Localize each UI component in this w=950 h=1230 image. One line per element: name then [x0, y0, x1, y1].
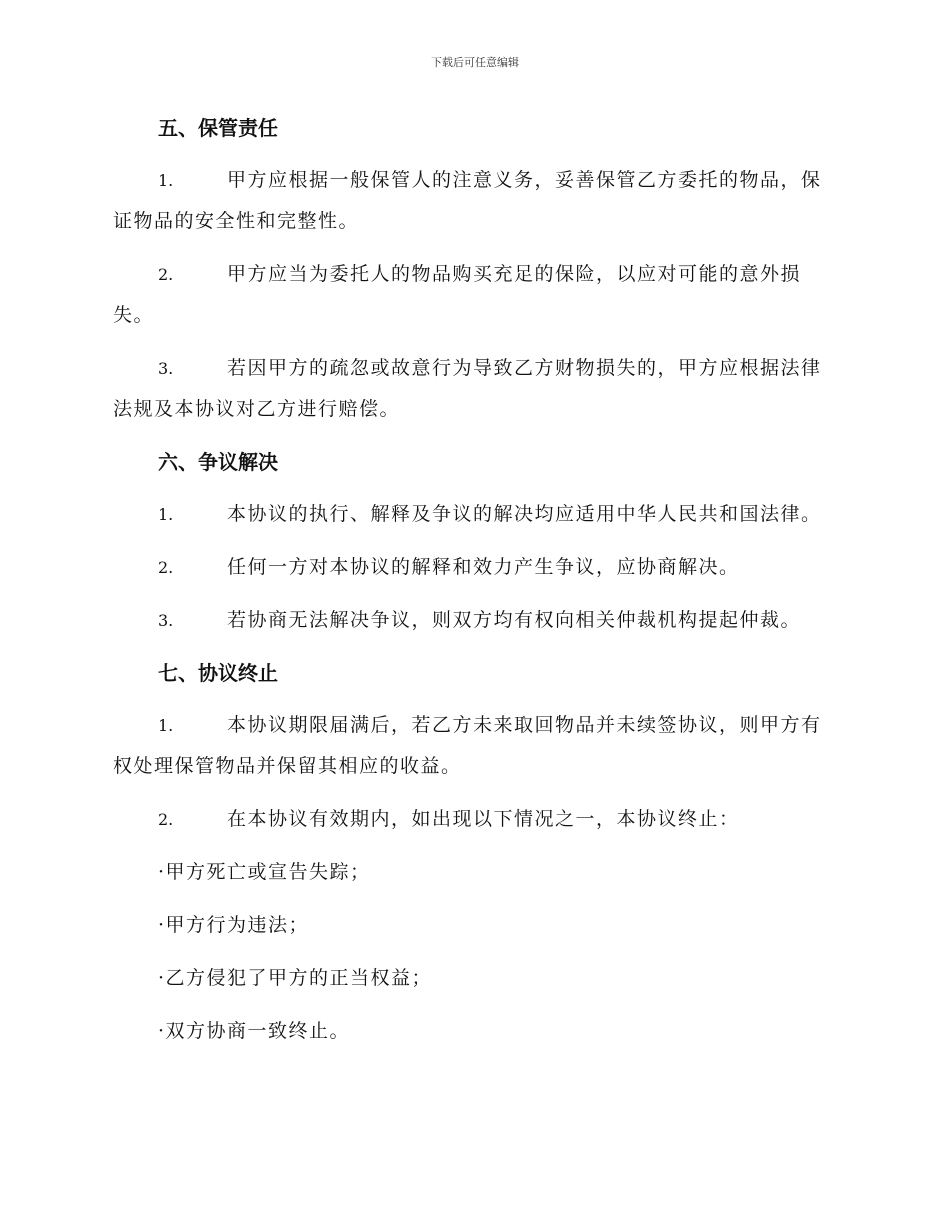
bullet-item: ·乙方侵犯了甲方的正当权益；: [158, 967, 433, 989]
clause-number: 2.: [158, 265, 174, 284]
bullet-item: ·双方协商一致终止。: [158, 1020, 351, 1042]
clause-number: 1.: [158, 171, 174, 190]
document-body: [113, 108, 833, 1064]
clause-number: 2.: [158, 558, 174, 577]
clause-text: 任何一方对本协议的解释和效力产生争议，应协商解决。: [227, 556, 740, 578]
clause-text: 甲方应根据一般保管人的注意义务，妥善保管乙方委托的物品，保证物品的安全性和完整性。: [113, 169, 822, 232]
clause-number: 1.: [158, 505, 174, 524]
clause-text: 本协议期限届满后，若乙方未来取回物品并未续签协议，则甲方有权处理保管物品并保留其相应的收益。: [113, 714, 822, 777]
bullet-item: ·甲方行为违法；: [158, 914, 310, 936]
clause-text: 本协议的执行、解释及争议的解决均应适用中华人民共和国法律。: [227, 503, 822, 525]
clause-5-1: [113, 160, 833, 242]
page-header: 下载后可任意编辑: [431, 56, 519, 69]
section-heading-termination: 七、协议终止: [158, 661, 278, 685]
clause-5-3: [113, 348, 833, 430]
clause-5-2: [113, 254, 833, 336]
clause-6-1: [113, 494, 833, 535]
clause-text: 在本协议有效期内，如出现以下情况之一，本协议终止：: [227, 808, 740, 830]
clause-number: 3.: [158, 611, 174, 630]
section-heading-dispute: 六、争议解决: [158, 450, 278, 474]
clause-7-2: [113, 799, 833, 840]
clause-text: 若协商无法解决争议，则双方均有权向相关仲裁机构提起仲裁。: [227, 609, 802, 631]
clause-number: 3.: [158, 359, 174, 378]
clause-text: 若因甲方的疏忽或故意行为导致乙方财物损失的，甲方应根据法律法规及本协议对乙方进行赔偿。: [113, 357, 822, 420]
clause-number: 1.: [158, 716, 174, 735]
section-heading-custody: 五、保管责任: [158, 116, 278, 140]
clause-number: 2.: [158, 810, 174, 829]
clause-7-1: [113, 705, 833, 787]
clause-text: 甲方应当为委托人的物品购买充足的保险，以应对可能的意外损失。: [113, 263, 802, 326]
clause-6-3: [113, 600, 833, 641]
bullet-item: ·甲方死亡或宣告失踪；: [158, 861, 371, 883]
clause-6-2: [113, 547, 833, 588]
